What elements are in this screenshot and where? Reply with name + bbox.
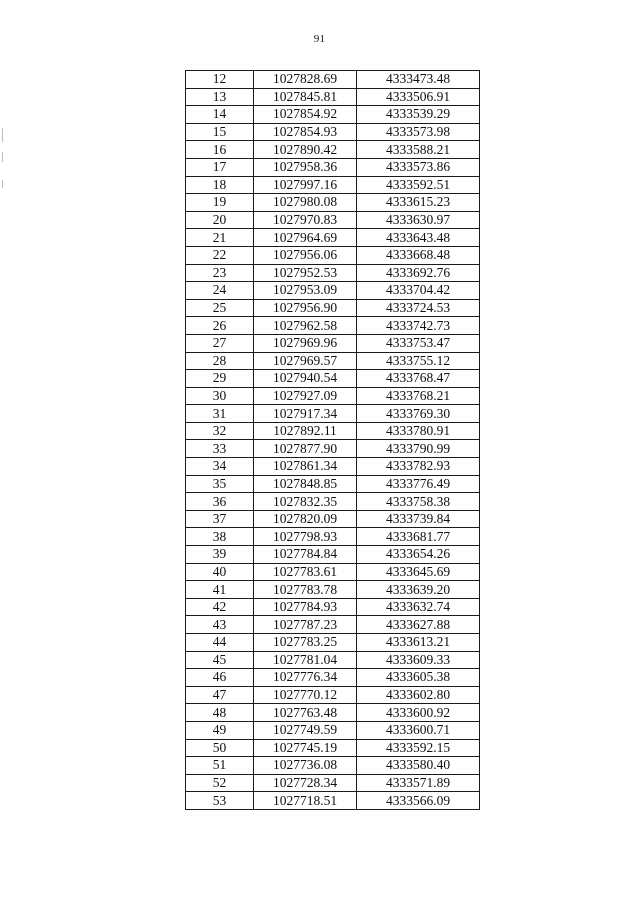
y-coordinate-cell: 4333571.89 bbox=[357, 774, 480, 792]
coordinates-table-body bbox=[186, 71, 480, 810]
y-coordinate-cell: 4333739.84 bbox=[357, 510, 480, 528]
table-row bbox=[186, 211, 480, 229]
table-row bbox=[186, 721, 480, 739]
y-coordinate-cell: 4333753.47 bbox=[357, 334, 480, 352]
table-row bbox=[186, 71, 480, 89]
x-coordinate-cell: 1027969.96 bbox=[254, 334, 357, 352]
x-coordinate-cell: 1027927.09 bbox=[254, 387, 357, 405]
table-row bbox=[186, 493, 480, 511]
table-row bbox=[186, 598, 480, 616]
table-row bbox=[186, 317, 480, 335]
table-row bbox=[186, 370, 480, 388]
x-coordinate-cell: 1027962.58 bbox=[254, 317, 357, 335]
x-coordinate-cell: 1027787.23 bbox=[254, 616, 357, 634]
x-coordinate-cell: 1027964.69 bbox=[254, 229, 357, 247]
y-coordinate-cell: 4333627.88 bbox=[357, 616, 480, 634]
y-coordinate-cell: 4333692.76 bbox=[357, 264, 480, 282]
table-row bbox=[186, 106, 480, 124]
point-number-cell: 47 bbox=[186, 686, 254, 704]
table-row bbox=[186, 704, 480, 722]
x-coordinate-cell: 1027997.16 bbox=[254, 176, 357, 194]
point-number-cell: 13 bbox=[186, 88, 254, 106]
y-coordinate-cell: 4333755.12 bbox=[357, 352, 480, 370]
point-number-cell: 23 bbox=[186, 264, 254, 282]
y-coordinate-cell: 4333506.91 bbox=[357, 88, 480, 106]
y-coordinate-cell: 4333632.74 bbox=[357, 598, 480, 616]
table-row bbox=[186, 282, 480, 300]
x-coordinate-cell: 1027861.34 bbox=[254, 458, 357, 476]
point-number-cell: 38 bbox=[186, 528, 254, 546]
scan-margin-mark bbox=[2, 180, 3, 188]
point-number-cell: 28 bbox=[186, 352, 254, 370]
y-coordinate-cell: 4333645.69 bbox=[357, 563, 480, 581]
point-number-cell: 25 bbox=[186, 299, 254, 317]
table-row bbox=[186, 546, 480, 564]
point-number-cell: 53 bbox=[186, 792, 254, 810]
scan-margin-mark bbox=[2, 152, 3, 162]
table-row bbox=[186, 792, 480, 810]
y-coordinate-cell: 4333654.26 bbox=[357, 546, 480, 564]
point-number-cell: 49 bbox=[186, 721, 254, 739]
table-row bbox=[186, 123, 480, 141]
point-number-cell: 22 bbox=[186, 246, 254, 264]
table-row bbox=[186, 686, 480, 704]
point-number-cell: 27 bbox=[186, 334, 254, 352]
y-coordinate-cell: 4333573.86 bbox=[357, 158, 480, 176]
y-coordinate-cell: 4333613.21 bbox=[357, 634, 480, 652]
point-number-cell: 35 bbox=[186, 475, 254, 493]
x-coordinate-cell: 1027798.93 bbox=[254, 528, 357, 546]
y-coordinate-cell: 4333643.48 bbox=[357, 229, 480, 247]
y-coordinate-cell: 4333592.51 bbox=[357, 176, 480, 194]
page-number: 91 bbox=[313, 33, 326, 45]
x-coordinate-cell: 1027848.85 bbox=[254, 475, 357, 493]
table-row bbox=[186, 528, 480, 546]
x-coordinate-cell: 1027953.09 bbox=[254, 282, 357, 300]
point-number-cell: 16 bbox=[186, 141, 254, 159]
y-coordinate-cell: 4333600.71 bbox=[357, 721, 480, 739]
y-coordinate-cell: 4333780.91 bbox=[357, 422, 480, 440]
x-coordinate-cell: 1027783.25 bbox=[254, 634, 357, 652]
y-coordinate-cell: 4333539.29 bbox=[357, 106, 480, 124]
point-number-cell: 33 bbox=[186, 440, 254, 458]
x-coordinate-cell: 1027940.54 bbox=[254, 370, 357, 388]
table-row bbox=[186, 158, 480, 176]
y-coordinate-cell: 4333573.98 bbox=[357, 123, 480, 141]
x-coordinate-cell: 1027877.90 bbox=[254, 440, 357, 458]
point-number-cell: 34 bbox=[186, 458, 254, 476]
y-coordinate-cell: 4333758.38 bbox=[357, 493, 480, 511]
point-number-cell: 31 bbox=[186, 405, 254, 423]
point-number-cell: 44 bbox=[186, 634, 254, 652]
table-row bbox=[186, 475, 480, 493]
x-coordinate-cell: 1027728.34 bbox=[254, 774, 357, 792]
point-number-cell: 42 bbox=[186, 598, 254, 616]
x-coordinate-cell: 1027970.83 bbox=[254, 211, 357, 229]
point-number-cell: 26 bbox=[186, 317, 254, 335]
x-coordinate-cell: 1027745.19 bbox=[254, 739, 357, 757]
table-row bbox=[186, 458, 480, 476]
table-row bbox=[186, 510, 480, 528]
table-row bbox=[186, 757, 480, 775]
point-number-cell: 24 bbox=[186, 282, 254, 300]
point-number-cell: 21 bbox=[186, 229, 254, 247]
table-row bbox=[186, 334, 480, 352]
y-coordinate-cell: 4333588.21 bbox=[357, 141, 480, 159]
point-number-cell: 51 bbox=[186, 757, 254, 775]
y-coordinate-cell: 4333580.40 bbox=[357, 757, 480, 775]
x-coordinate-cell: 1027917.34 bbox=[254, 405, 357, 423]
table-row bbox=[186, 563, 480, 581]
x-coordinate-cell: 1027763.48 bbox=[254, 704, 357, 722]
table-row bbox=[186, 774, 480, 792]
x-coordinate-cell: 1027784.84 bbox=[254, 546, 357, 564]
x-coordinate-cell: 1027956.90 bbox=[254, 299, 357, 317]
x-coordinate-cell: 1027952.53 bbox=[254, 264, 357, 282]
table-row bbox=[186, 581, 480, 599]
x-coordinate-cell: 1027892.11 bbox=[254, 422, 357, 440]
y-coordinate-cell: 4333681.77 bbox=[357, 528, 480, 546]
y-coordinate-cell: 4333724.53 bbox=[357, 299, 480, 317]
table-row bbox=[186, 440, 480, 458]
y-coordinate-cell: 4333639.20 bbox=[357, 581, 480, 599]
table-row bbox=[186, 194, 480, 212]
table-row bbox=[186, 405, 480, 423]
point-number-cell: 39 bbox=[186, 546, 254, 564]
x-coordinate-cell: 1027854.92 bbox=[254, 106, 357, 124]
coordinates-table bbox=[185, 70, 480, 810]
x-coordinate-cell: 1027832.35 bbox=[254, 493, 357, 511]
y-coordinate-cell: 4333790.99 bbox=[357, 440, 480, 458]
point-number-cell: 19 bbox=[186, 194, 254, 212]
x-coordinate-cell: 1027890.42 bbox=[254, 141, 357, 159]
table-row bbox=[186, 651, 480, 669]
x-coordinate-cell: 1027749.59 bbox=[254, 721, 357, 739]
point-number-cell: 46 bbox=[186, 669, 254, 687]
x-coordinate-cell: 1027783.61 bbox=[254, 563, 357, 581]
x-coordinate-cell: 1027736.08 bbox=[254, 757, 357, 775]
x-coordinate-cell: 1027958.36 bbox=[254, 158, 357, 176]
x-coordinate-cell: 1027783.78 bbox=[254, 581, 357, 599]
y-coordinate-cell: 4333630.97 bbox=[357, 211, 480, 229]
x-coordinate-cell: 1027776.34 bbox=[254, 669, 357, 687]
x-coordinate-cell: 1027980.08 bbox=[254, 194, 357, 212]
x-coordinate-cell: 1027969.57 bbox=[254, 352, 357, 370]
y-coordinate-cell: 4333769.30 bbox=[357, 405, 480, 423]
table-row bbox=[186, 739, 480, 757]
point-number-cell: 15 bbox=[186, 123, 254, 141]
table-row bbox=[186, 634, 480, 652]
point-number-cell: 45 bbox=[186, 651, 254, 669]
table-row bbox=[186, 422, 480, 440]
point-number-cell: 52 bbox=[186, 774, 254, 792]
y-coordinate-cell: 4333566.09 bbox=[357, 792, 480, 810]
y-coordinate-cell: 4333473.48 bbox=[357, 71, 480, 89]
table-row bbox=[186, 669, 480, 687]
y-coordinate-cell: 4333609.33 bbox=[357, 651, 480, 669]
x-coordinate-cell: 1027784.93 bbox=[254, 598, 357, 616]
point-number-cell: 32 bbox=[186, 422, 254, 440]
point-number-cell: 50 bbox=[186, 739, 254, 757]
point-number-cell: 29 bbox=[186, 370, 254, 388]
point-number-cell: 48 bbox=[186, 704, 254, 722]
point-number-cell: 17 bbox=[186, 158, 254, 176]
y-coordinate-cell: 4333592.15 bbox=[357, 739, 480, 757]
table-row bbox=[186, 246, 480, 264]
point-number-cell: 14 bbox=[186, 106, 254, 124]
point-number-cell: 18 bbox=[186, 176, 254, 194]
y-coordinate-cell: 4333768.21 bbox=[357, 387, 480, 405]
x-coordinate-cell: 1027828.69 bbox=[254, 71, 357, 89]
y-coordinate-cell: 4333605.38 bbox=[357, 669, 480, 687]
y-coordinate-cell: 4333615.23 bbox=[357, 194, 480, 212]
point-number-cell: 30 bbox=[186, 387, 254, 405]
y-coordinate-cell: 4333782.93 bbox=[357, 458, 480, 476]
x-coordinate-cell: 1027956.06 bbox=[254, 246, 357, 264]
y-coordinate-cell: 4333742.73 bbox=[357, 317, 480, 335]
y-coordinate-cell: 4333668.48 bbox=[357, 246, 480, 264]
table-row bbox=[186, 299, 480, 317]
y-coordinate-cell: 4333600.92 bbox=[357, 704, 480, 722]
x-coordinate-cell: 1027845.81 bbox=[254, 88, 357, 106]
y-coordinate-cell: 4333768.47 bbox=[357, 370, 480, 388]
x-coordinate-cell: 1027770.12 bbox=[254, 686, 357, 704]
point-number-cell: 20 bbox=[186, 211, 254, 229]
table-row bbox=[186, 616, 480, 634]
scan-margin-mark bbox=[2, 128, 3, 142]
y-coordinate-cell: 4333704.42 bbox=[357, 282, 480, 300]
table-row bbox=[186, 141, 480, 159]
y-coordinate-cell: 4333776.49 bbox=[357, 475, 480, 493]
point-number-cell: 12 bbox=[186, 71, 254, 89]
table-row bbox=[186, 88, 480, 106]
point-number-cell: 37 bbox=[186, 510, 254, 528]
table-row bbox=[186, 229, 480, 247]
table-row bbox=[186, 264, 480, 282]
point-number-cell: 41 bbox=[186, 581, 254, 599]
y-coordinate-cell: 4333602.80 bbox=[357, 686, 480, 704]
table-row bbox=[186, 176, 480, 194]
table-row bbox=[186, 352, 480, 370]
x-coordinate-cell: 1027718.51 bbox=[254, 792, 357, 810]
table-row bbox=[186, 387, 480, 405]
x-coordinate-cell: 1027781.04 bbox=[254, 651, 357, 669]
point-number-cell: 43 bbox=[186, 616, 254, 634]
x-coordinate-cell: 1027820.09 bbox=[254, 510, 357, 528]
point-number-cell: 36 bbox=[186, 493, 254, 511]
point-number-cell: 40 bbox=[186, 563, 254, 581]
x-coordinate-cell: 1027854.93 bbox=[254, 123, 357, 141]
